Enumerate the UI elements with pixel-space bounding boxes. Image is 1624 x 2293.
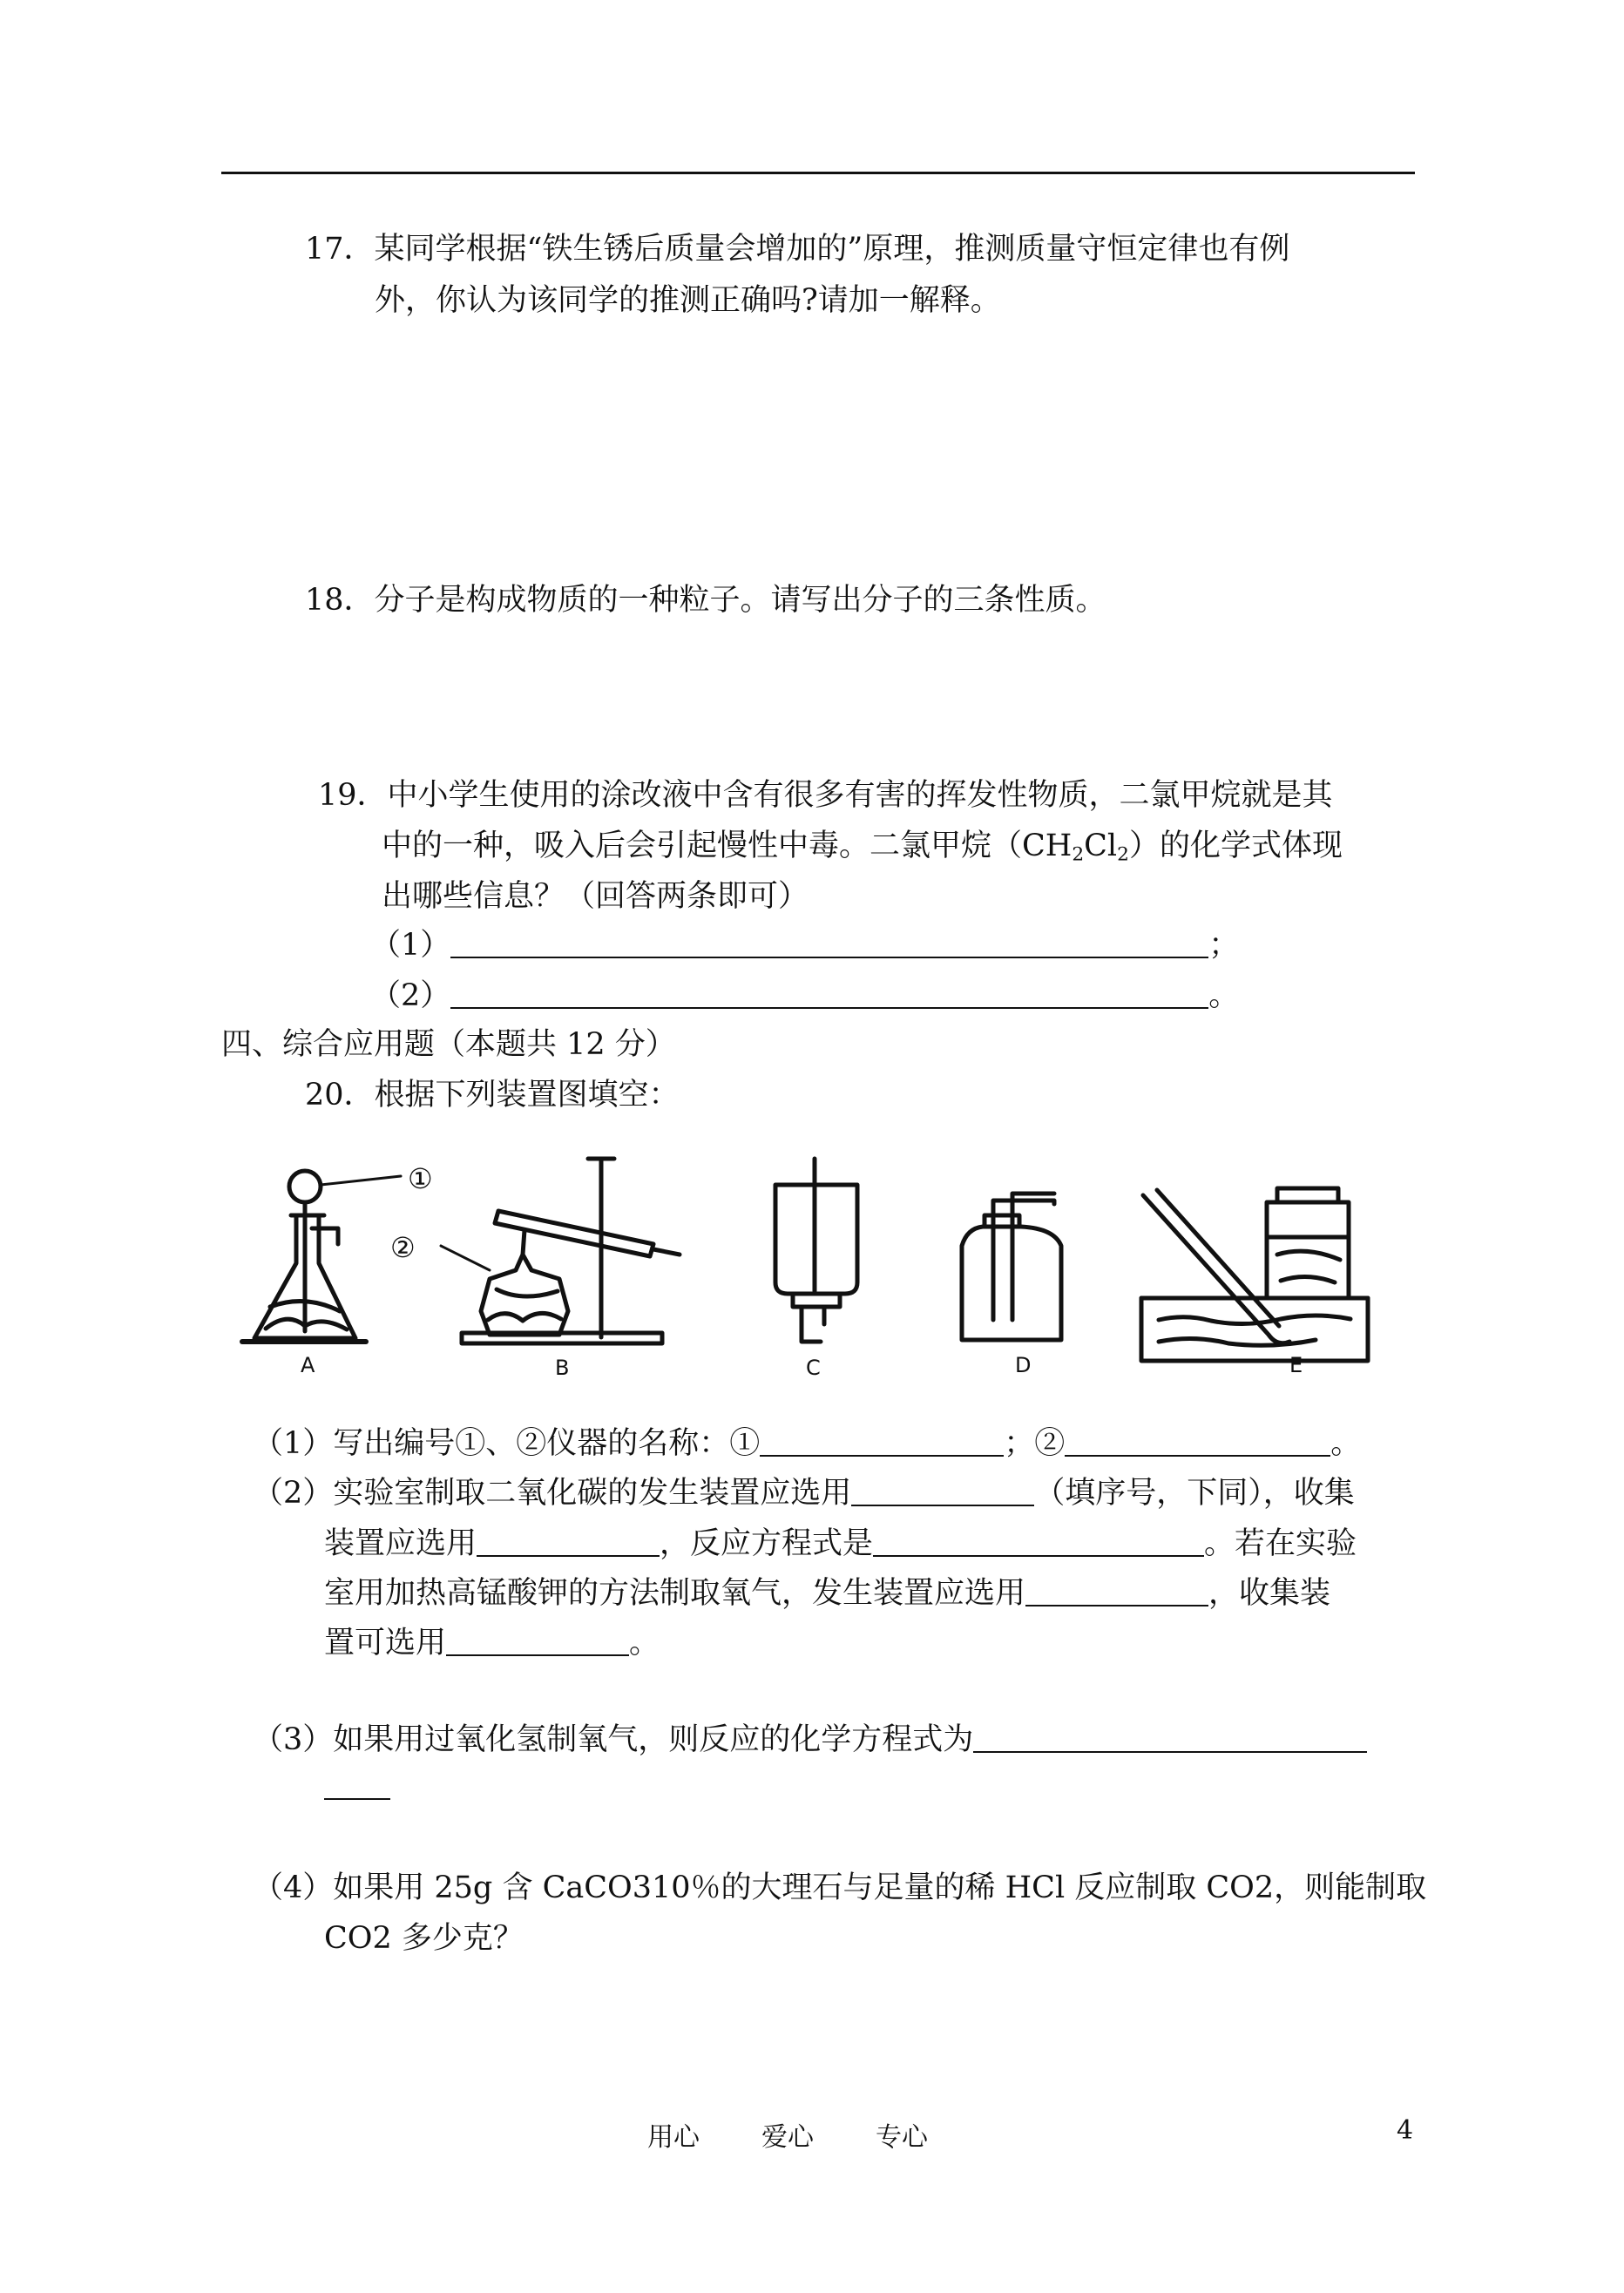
figure-label-c: C — [806, 1356, 821, 1380]
q20-part3: （3）如果用过氧化氢制氧气，则反应的化学方程式为 — [253, 1715, 1367, 1765]
q19-line3: 出哪些信息？（回答两条即可） — [382, 879, 809, 914]
q20-part4-line2: CO2 多少克？ — [324, 1921, 524, 1956]
q20-part2-line1: （2）实验室制取二氧化碳的发生装置应选用 （填序号，下同），收集 — [253, 1476, 1355, 1511]
answer-blank-continuation[interactable] — [324, 1798, 390, 1800]
callout-2: ② — [390, 1231, 416, 1264]
figure-label-e: E — [1289, 1353, 1303, 1377]
q20-part4-line1: （4）如果用 25g 含 CaCO310％的大理石与足量的稀 HCl 反应制取 CO2，则能制取 — [253, 1870, 1427, 1905]
q20-part2-line4: 置可选用 。 — [324, 1626, 660, 1661]
answer-blank[interactable] — [851, 1475, 1034, 1506]
q20-part2-line2: 装置应选用 ，反应方程式是 。若在实验 — [324, 1526, 1357, 1561]
apparatus-a-flask — [242, 1171, 401, 1342]
answer-blank[interactable] — [973, 1721, 1367, 1753]
q19-line1: 19．中小学生使用的涂改液中含有很多有害的挥发性物质，二氯甲烷就是其 — [318, 778, 1333, 813]
footer-motto-2: 爱心 — [761, 2122, 814, 2153]
apparatus-b-heating — [441, 1159, 680, 1343]
q18-line1: 18．分子是构成物质的一种粒子。请写出分子的三条性质。 — [305, 583, 1106, 618]
answer-blank[interactable] — [760, 1425, 1004, 1457]
q19-answer-2: （2） 。 — [370, 978, 1240, 1013]
page-number: 4 — [1397, 2115, 1414, 2146]
answer-blank[interactable] — [1065, 1425, 1330, 1457]
figure-label-d: D — [1015, 1353, 1032, 1377]
apparatus-d-bottle — [962, 1194, 1061, 1340]
answer-blank[interactable] — [1025, 1575, 1208, 1606]
q20-part2-line3: 室用加热高锰酸钾的方法制取氧气，发生装置应选用 ，收集装 — [324, 1576, 1331, 1611]
footer-motto-1: 用心 — [647, 2122, 700, 2153]
answer-blank[interactable] — [477, 1525, 660, 1557]
q20-part1: （1）写出编号①、②仪器的名称：① ；② 。 — [253, 1426, 1362, 1461]
answer-blank[interactable] — [873, 1525, 1204, 1557]
figure-label-b: B — [555, 1356, 570, 1380]
q19-line2: 中的一种，吸入后会引起慢性中毒。二氯甲烷$(CH_2Cl_2)$的化学式体现 — [382, 829, 1343, 866]
figure-label-a: A — [301, 1353, 315, 1377]
footer-motto-3: 专心 — [876, 2122, 928, 2153]
callout-1: ① — [408, 1162, 433, 1195]
apparatus-e-water-trough — [1141, 1188, 1368, 1361]
answer-blank[interactable] — [450, 927, 1208, 958]
q17-line2: 外，你认为该同学的推测正确吗?请加一解释。 — [375, 283, 1001, 318]
q20-stem: 20．根据下列装置图填空： — [305, 1078, 680, 1113]
answer-blank[interactable] — [450, 977, 1208, 1009]
q19-answer-1: （1） ； — [370, 928, 1240, 963]
header-rule — [221, 172, 1415, 174]
section-title: 四、综合应用题（本题共 12 分） — [221, 1027, 676, 1062]
q17-line1: 17．某同学根据“铁生锈后质量会增加的”原理，推测质量守恒定律也有例 — [305, 232, 1290, 267]
answer-blank[interactable] — [446, 1625, 629, 1656]
apparatus-c-inverted-bottle — [775, 1159, 857, 1342]
